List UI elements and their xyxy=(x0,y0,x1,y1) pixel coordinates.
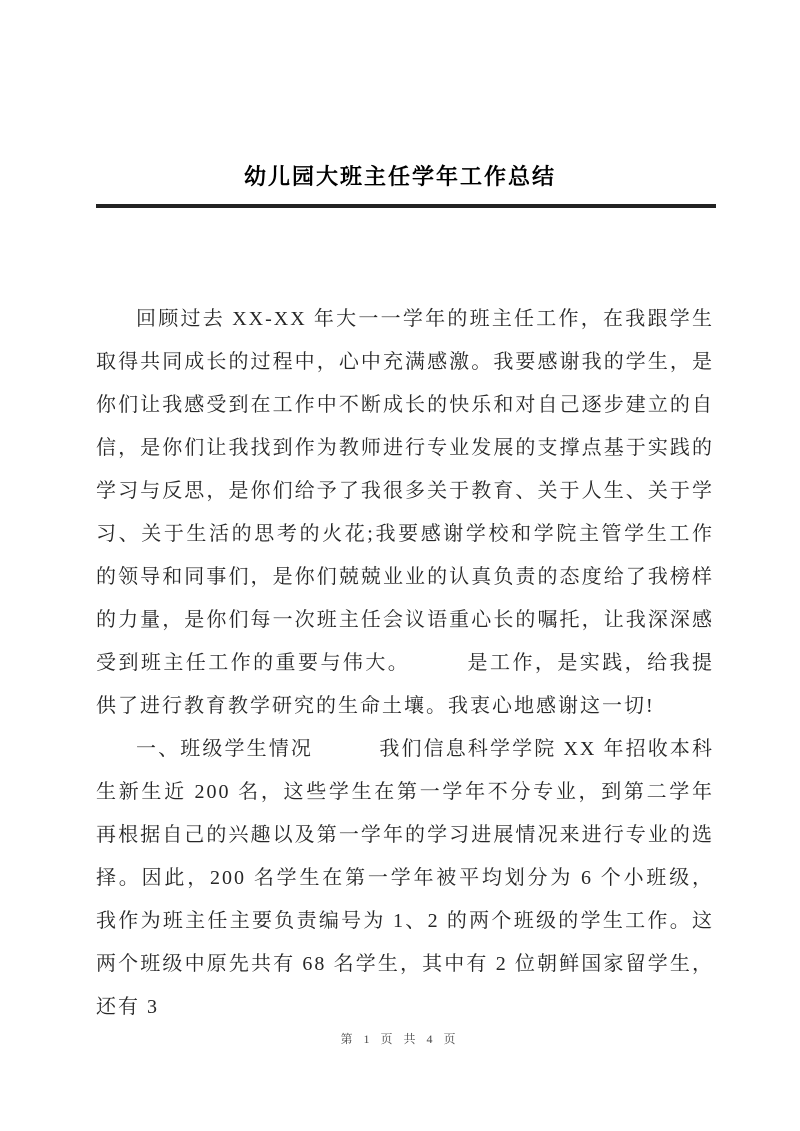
document-body xyxy=(96,298,714,1029)
body-paragraph-intro: 回顾过去 XX-XX 年大一一学年的班主任工作，在我跟学生取得共同成长的过程中，心中充满感激。我要感谢我的学生，是你们让我感受到在工作中不断成长的快乐和对自己逐步建立的自信，是你们让我找到作为教师进行专业发展的支撑点基于实践的学习与反思，是你们给予了我很多关于教育、关于人生、关于学习、关于生活的思考的火花;我要感谢学校和学院主管学生工作的领导和同事们，是你们兢兢业业的认真负责的态度给了我榜样的力量，是你们每一次班主任会议语重心长的嘱托，让我深深感受到班主任工作的重要与伟大。 是工作，是实践，给我提供了进行教育教学研究的生命土壤。我衷心地感谢这一切! xyxy=(96,308,714,717)
title-divider-rule xyxy=(96,204,716,208)
body-paragraph-class-situation: 一、班级学生情况 我们信息科学学院 XX 年招收本科生新生近 200 名，这些学生在第一学年不分专业，到第二学年再根据自己的兴趣以及第一学年的学习进展情况来进行专业的选择。因此，200 名学生在第一学年被平均划分为 6 个小班级，我作为班主任主要负责编号为 1、2 的两个班级的学生工作。这两个班级中原先共有 68 名学生，其中有 2 位朝鲜国家留学生，还有 3 xyxy=(96,738,714,1018)
page-number-footer: 第 1 页 共 4 页 xyxy=(340,1032,460,1046)
document-title: 幼儿园大班主任学年工作总结 xyxy=(243,164,556,189)
